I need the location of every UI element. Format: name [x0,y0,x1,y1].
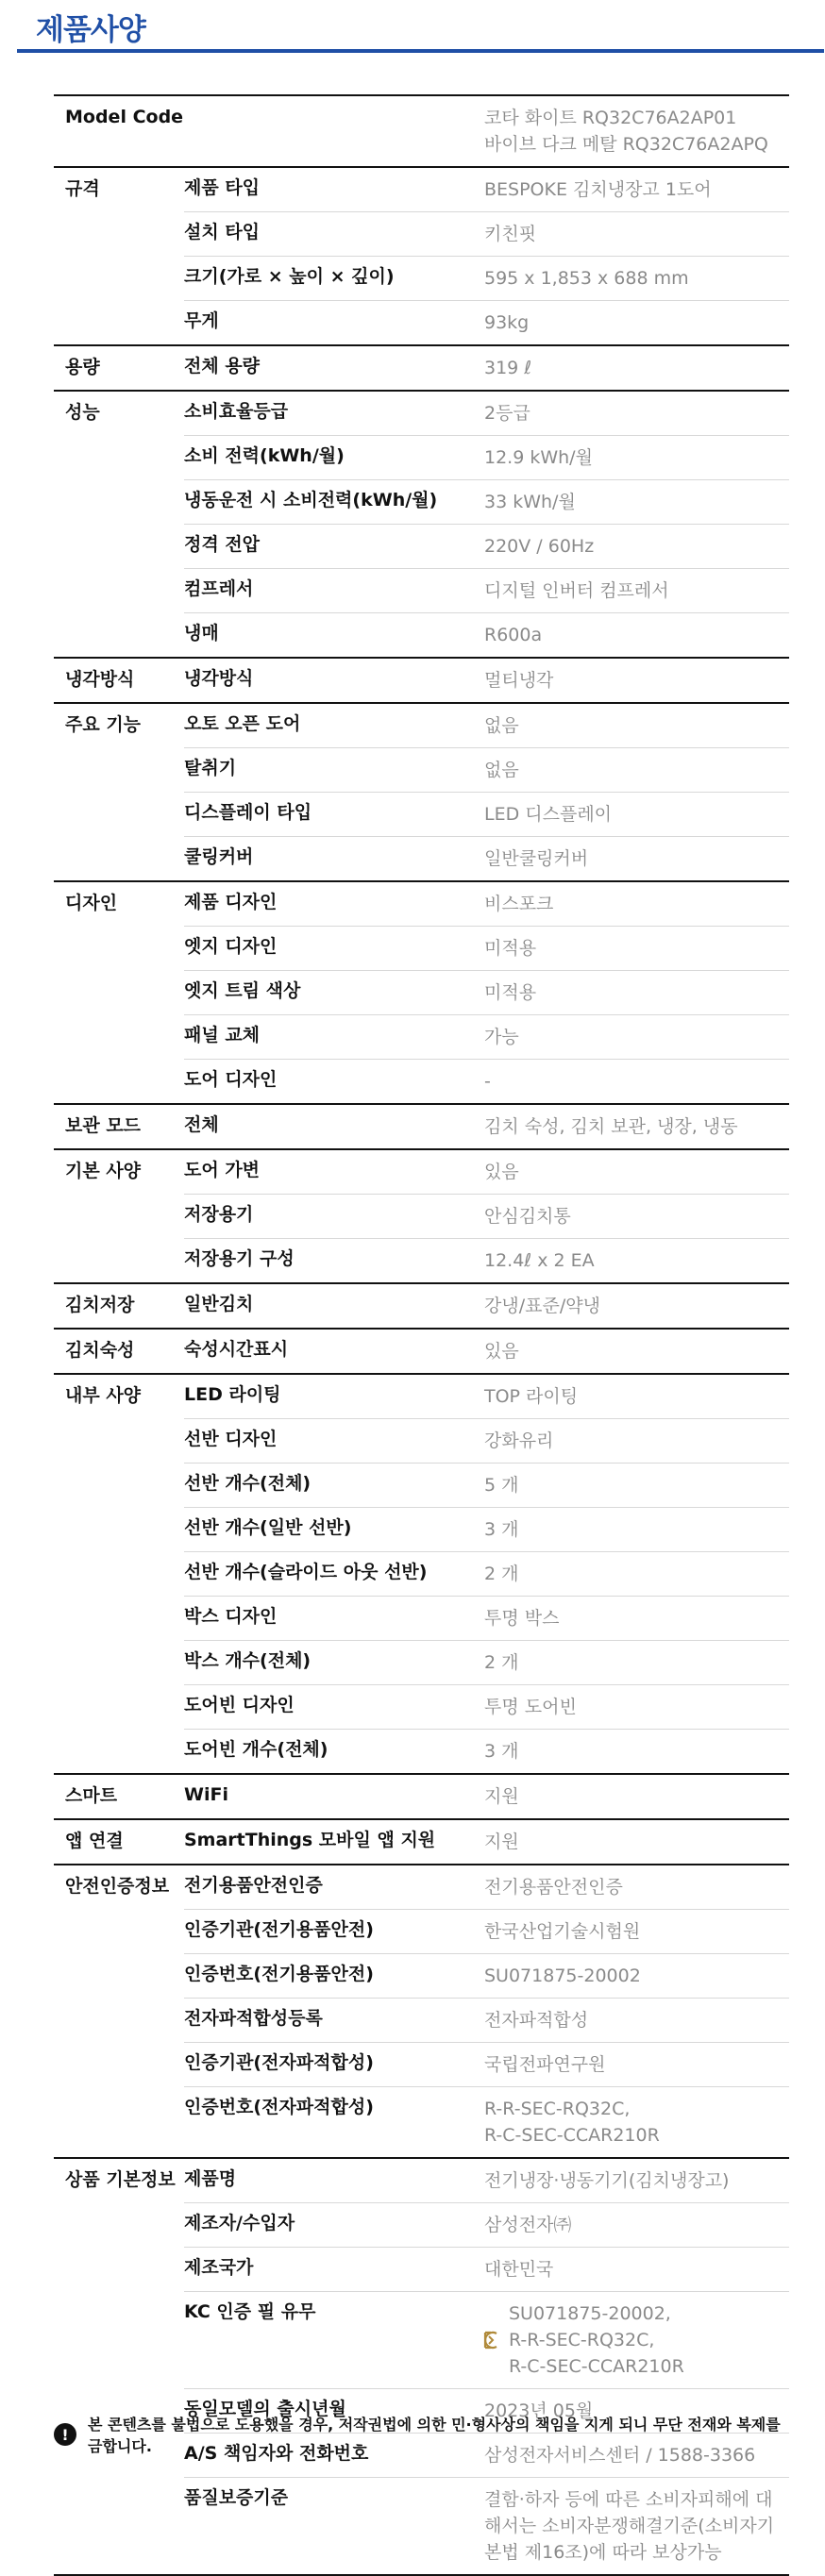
spec-rows [184,1375,789,1773]
spec-row-label: 도어빈 개수(전체) [184,1739,328,1760]
spec-row [184,2291,789,2388]
spec-group [54,1282,789,1328]
spec-row [184,1998,789,2042]
spec-group [54,1103,789,1148]
spec-row-label: 전자파적합성등록 [184,2008,323,2029]
spec-group-label: 냉각방식 [65,669,135,690]
spec-group [54,702,789,880]
spec-row-label: 선반 개수(일반 선반) [184,1517,352,1538]
spec-group [54,2157,789,2574]
spec-row [184,1105,789,1148]
spec-row-value: 12.9 kWh/월 [484,447,593,468]
spec-row-value: 2 개 [484,1564,519,1584]
spec-row-value: 미적용 [484,938,537,959]
spec-group [54,1328,789,1373]
spec-row [184,1729,789,1773]
spec-row [184,524,789,568]
spec-row-label: 선반 개수(전체) [184,1473,311,1494]
spec-row-label: 인증번호(전기용품안전) [184,1964,374,1984]
spec-row-value: 전기용품안전인증 [484,1877,623,1898]
spec-row-value: 투명 도어빈 [484,1697,577,1717]
spec-row [184,612,789,657]
spec-row-value: 있음 [484,1341,519,1362]
spec-row [184,256,789,300]
spec-group-label: 상품 기본정보 [65,2169,176,2190]
spec-rows [184,392,789,657]
spec-row [184,2202,789,2247]
spec-row [184,1953,789,1998]
spec-row-label: 인증기관(전기용품안전) [184,1919,374,1940]
spec-row-value: 있음 [484,1162,519,1182]
spec-row-value: - [484,1071,491,1092]
spec-row [184,479,789,524]
spec-table [54,94,789,2576]
spec-row [184,747,789,792]
spec-group [54,1818,789,1864]
spec-group-label: 성능 [65,402,100,423]
spec-row-value [484,2292,789,2388]
spec-rows [184,96,789,166]
spec-row [184,2086,789,2157]
spec-row-value: R-R-SEC-RQ32C, R-C-SEC-CCAR210R [484,2099,660,2146]
spec-group [54,1148,789,1282]
spec-row-label: 컴프레서 [184,578,254,599]
spec-row-value: R600a [484,625,543,645]
spec-row [184,1375,789,1418]
spec-row-label: 저장용기 구성 [184,1248,295,1269]
spec-row [184,568,789,612]
spec-group-label: 기본 사양 [65,1161,142,1181]
spec-row-value: 김치 숙성, 김치 보관, 냉장, 냉동 [484,1116,738,1137]
spec-row [184,836,789,880]
spec-row [184,2477,789,2574]
spec-row-value: 일반쿨링커버 [484,848,589,869]
spec-row-label: 전체 [184,1114,219,1135]
spec-group [54,880,789,1103]
spec-row [184,1330,789,1373]
spec-row-value: 코타 화이트 RQ32C76A2AP01 바이브 다크 메탈 RQ32C76A2APQ [484,108,768,155]
kc-certification-numbers: SU071875-20002, R-R-SEC-RQ32C, R-C-SEC-CCAR210R [509,2303,684,2377]
spec-row-value: 미적용 [484,982,537,1003]
spec-rows [184,1150,789,1282]
spec-group-label: 앱 연결 [65,1831,124,1851]
spec-row [184,1775,789,1818]
spec-group-label: 김치숙성 [65,1340,135,1361]
spec-row-label: 제조국가 [184,2257,254,2278]
spec-row [184,1507,789,1551]
copyright-notice [54,2413,789,2456]
spec-row [184,882,789,926]
spec-row-value: 595 x 1,853 x 688 mm [484,268,689,289]
spec-row-label: KC 인증 필 유무 [184,2301,316,2322]
spec-row [184,392,789,435]
spec-row-label: WiFi [184,1784,228,1805]
spec-row-value: 비스포크 [484,894,554,914]
spec-row-label: 일반김치 [184,1294,254,1314]
spec-rows [184,2159,789,2574]
spec-group [54,1773,789,1818]
spec-row-value: SU071875-20002 [484,1965,641,1986]
spec-row-value: 삼성전자서비스센터 / 1588-3366 [484,2445,756,2466]
spec-row-value: 3 개 [484,1519,519,1540]
spec-row-value: 투명 박스 [484,1608,560,1629]
spec-row-value: 지원 [484,1832,519,1852]
spec-row-value: 디지털 인버터 컴프레서 [484,580,669,601]
spec-row-value: 키친핏 [484,224,537,244]
spec-row [184,1194,789,1238]
spec-group-label: 규격 [65,178,100,199]
spec-row-label: 냉각방식 [184,668,254,689]
spec-row-label: 제품 디자인 [184,892,278,912]
spec-row [184,1238,789,1282]
spec-row-value: LED 디스플레이 [484,804,613,825]
spec-row-value: 2 개 [484,1652,519,1673]
spec-rows [184,1105,789,1148]
page-title: 제품사양 [36,13,145,47]
spec-row [184,2042,789,2086]
spec-row-value: 강화유리 [484,1430,554,1451]
kc-certification-icon [480,2330,501,2350]
spec-row-value: 33 kWh/월 [484,492,576,512]
spec-row-value: 2등급 [484,403,530,424]
spec-group [54,166,789,344]
spec-row [184,1909,789,1953]
spec-row [184,1865,789,1909]
spec-row [184,659,789,702]
spec-row-label: 박스 개수(전체) [184,1650,311,1671]
spec-row-value: 강냉/표준/약냉 [484,1296,600,1316]
header-underline [17,49,824,53]
spec-row-label: 도어 가변 [184,1160,261,1180]
spec-group [54,390,789,657]
spec-rows [184,1330,789,1373]
spec-row-value: 안심김치통 [484,1206,571,1227]
notice-text: 본 콘텐츠를 불법으로 도용했을 경우, 저작권법에 의한 민·형사상의 책임을 지게 되니 무단 전재와 복제를 금합니다. [88,2416,781,2455]
spec-row [184,1463,789,1507]
spec-row-label: 동일모델의 출시년월 [184,2399,346,2419]
spec-row-label: 냉동운전 시 소비전력(kWh/월) [184,490,438,510]
spec-row-value: 한국산업기술시험원 [484,1921,641,1942]
spec-row-label: 패널 교체 [184,1025,261,1045]
spec-group [54,1373,789,1773]
spec-row [184,2247,789,2291]
spec-row-label [184,96,484,166]
spec-row-label: 제품명 [184,2168,237,2189]
spec-row-label: 제조자/수입자 [184,2213,295,2233]
spec-row [184,1150,789,1194]
spec-row-label: 냉매 [184,623,219,644]
spec-rows [184,882,789,1103]
spec-row-label: 숙성시간표시 [184,1339,289,1360]
spec-row-label: 오토 오픈 도어 [184,713,301,734]
spec-row-value: 대한민국 [484,2259,554,2280]
spec-row-value: 삼성전자㈜ [484,2215,572,2235]
spec-group [54,94,789,166]
spec-row [184,1640,789,1684]
spec-row [184,2159,789,2202]
spec-row-label: 전체 용량 [184,356,261,376]
spec-row [184,346,789,390]
spec-row [184,435,789,479]
spec-row-label: 탈취기 [184,758,237,778]
spec-row-value: 93kg [484,312,530,333]
spec-group-label: 김치저장 [65,1295,135,1315]
spec-group [54,1864,789,2157]
spec-group [54,657,789,702]
spec-group-label: 내부 사양 [65,1385,142,1406]
spec-row-label: 선반 개수(슬라이드 아웃 선반) [184,1562,428,1582]
spec-rows [184,346,789,390]
spec-row-value: 가능 [484,1027,519,1047]
spec-row-label: 디스플레이 타입 [184,802,312,823]
spec-row-value: 결함·하자 등에 따른 소비자피해에 대 해서는 소비자분쟁해결기준(소비자기 본법 제16조)에 따라 보상가능 [484,2489,775,2563]
spec-row-label: 인증기관(전자파적합성) [184,2052,374,2073]
spec-row-label: SmartThings 모바일 앱 지원 [184,1830,436,1850]
spec-row-label: 도어빈 디자인 [184,1695,295,1715]
spec-row-value: 3 개 [484,1741,519,1762]
spec-row-label: 무게 [184,310,219,331]
spec-row [184,211,789,256]
spec-row [184,1551,789,1596]
spec-row-label: 엣지 디자인 [184,936,278,957]
spec-rows [184,1865,789,2157]
spec-row-label: LED 라이팅 [184,1384,281,1405]
spec-row-label: 인증번호(전자파적합성) [184,2097,374,2117]
spec-group-label: 주요 기능 [65,714,142,735]
spec-row [184,1684,789,1729]
spec-row-label: 크기(가로 × 높이 × 깊이) [184,266,395,287]
spec-row-value: 국립전파연구원 [484,2054,606,2075]
spec-row-value: 319 ℓ [484,358,532,378]
spec-row-value: 5 개 [484,1475,519,1496]
spec-row-label: 쿨링커버 [184,846,254,867]
spec-row [184,970,789,1014]
spec-row-label: A/S 책임자와 전화번호 [184,2443,369,2464]
spec-row [184,1284,789,1328]
spec-rows [184,1775,789,1818]
spec-rows [184,168,789,344]
spec-row-label: 제품 타입 [184,177,261,198]
spec-row-value: 2023년 05월 [484,2400,594,2421]
spec-row-value: 전기냉장·냉동기기(김치냉장고) [484,2170,730,2191]
spec-row [184,1059,789,1103]
spec-row-value: 전자파적합성 [484,2010,589,2031]
spec-row-value: 멀티냉각 [484,670,554,691]
spec-row-label: 정격 전압 [184,534,261,555]
spec-row-value: BESPOKE 김치냉장고 1도어 [484,179,712,200]
spec-row-value: 12.4ℓ x 2 EA [484,1250,595,1271]
spec-row [184,792,789,836]
spec-row [184,704,789,747]
spec-row-label: 박스 디자인 [184,1606,278,1627]
spec-group-label: Model Code [65,107,184,127]
page-header [0,0,825,53]
spec-row-value: 없음 [484,760,519,780]
spec-row [184,1820,789,1864]
spec-row-label: 품질보증기준 [184,2487,289,2508]
spec-row-label: 엣지 트림 색상 [184,980,301,1001]
spec-row [184,300,789,344]
spec-group-label: 스마트 [65,1785,118,1806]
spec-group [54,344,789,390]
spec-row-label: 저장용기 [184,1204,254,1225]
spec-row [184,1014,789,1059]
spec-row [184,1418,789,1463]
spec-rows [184,704,789,880]
spec-row-value: TOP 라이팅 [484,1386,579,1407]
spec-row-label: 선반 디자인 [184,1429,278,1449]
spec-row-label: 소비 전력(kWh/월) [184,445,345,466]
spec-group-label: 안전인증정보 [65,1876,170,1897]
spec-row-label: 설치 타입 [184,222,261,243]
spec-group-label: 용량 [65,357,100,377]
spec-row-label: 소비효율등급 [184,401,289,422]
spec-row-value: 지원 [484,1786,519,1807]
spec-group-label: 디자인 [65,893,118,913]
spec-row [184,926,789,970]
spec-rows [184,1820,789,1864]
spec-row-label: 도어 디자인 [184,1069,278,1090]
spec-row [184,96,789,166]
spec-row-value: 220V / 60Hz [484,536,595,557]
spec-rows [184,1284,789,1328]
spec-row-label: 전기용품안전인증 [184,1875,323,1896]
spec-group-label: 보관 모드 [65,1115,142,1136]
exclamation-icon: ! [54,2423,76,2446]
spec-rows [184,659,789,702]
spec-row [184,168,789,211]
spec-row-value: 없음 [484,715,519,736]
spec-row [184,1596,789,1640]
